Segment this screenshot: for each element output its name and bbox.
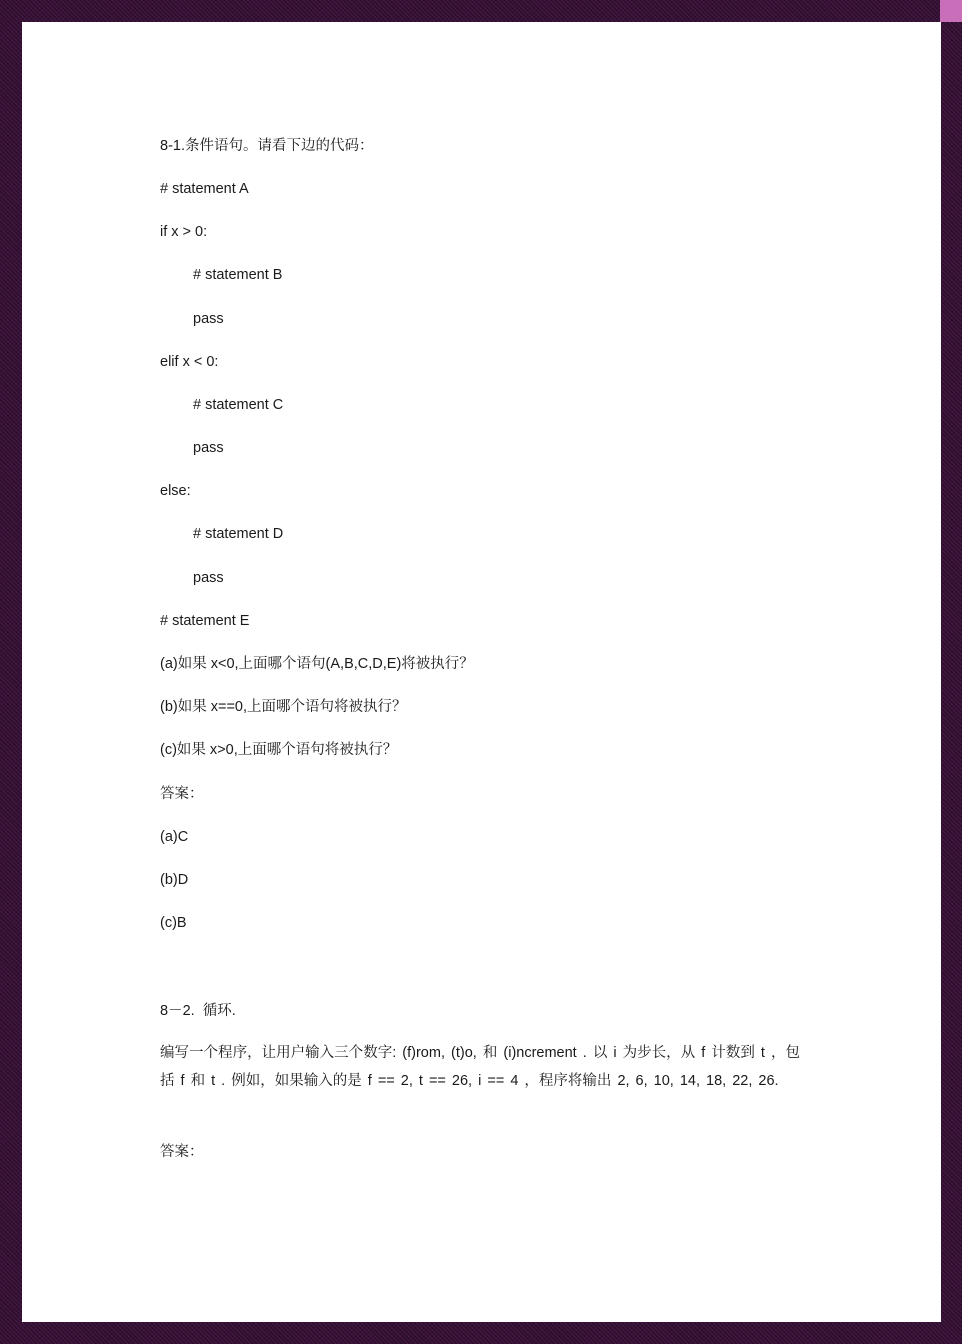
code-line-pass-1: pass xyxy=(193,311,224,327)
code-line-elif: elif x < 0: xyxy=(160,354,219,370)
question-c: (c)如果 x>0,上面哪个语句将被执行？ xyxy=(160,742,398,758)
code-line-statement-a: # statement A xyxy=(160,181,249,197)
code-line-statement-e: # statement E xyxy=(160,613,250,629)
q2-title: 8－2. 循环. xyxy=(160,1003,236,1019)
code-line-statement-d: # statement D xyxy=(193,526,284,542)
corner-accent xyxy=(940,0,962,22)
code-line-else: else: xyxy=(160,483,191,499)
document-page xyxy=(22,22,941,1322)
answer-a: (a)C xyxy=(160,829,189,845)
code-line-pass-2: pass xyxy=(193,440,224,456)
answer-b: (b)D xyxy=(160,872,189,888)
answer-c: (c)B xyxy=(160,915,187,931)
q2-body: 编写一个程序，让用户输入三个数字: (f)rom, (t)o, 和 (i)ncrement . 以 i 为步长，从 f 计数到 t ，包括 f 和 t . 例如，如果输入的是 f == 2, t == 26, i == 4 ，程序将输出 2, 6, 10, 14, 18, 22, 26. xyxy=(160,1045,800,1089)
code-line-if: if x > 0: xyxy=(160,224,208,240)
code-line-statement-c: # statement C xyxy=(193,397,284,413)
q2-answer-label: 答案： xyxy=(160,1144,204,1160)
q1-answer-label: 答案： xyxy=(160,786,204,802)
q1-title: 8-1.条件语句。请看下边的代码： xyxy=(160,138,374,154)
code-line-statement-b: # statement B xyxy=(193,267,283,283)
code-line-pass-3: pass xyxy=(193,570,224,586)
question-a: (a)如果 x<0,上面哪个语句(A,B,C,D,E)将被执行？ xyxy=(160,656,474,672)
question-b: (b)如果 x==0,上面哪个语句将被执行？ xyxy=(160,699,407,715)
